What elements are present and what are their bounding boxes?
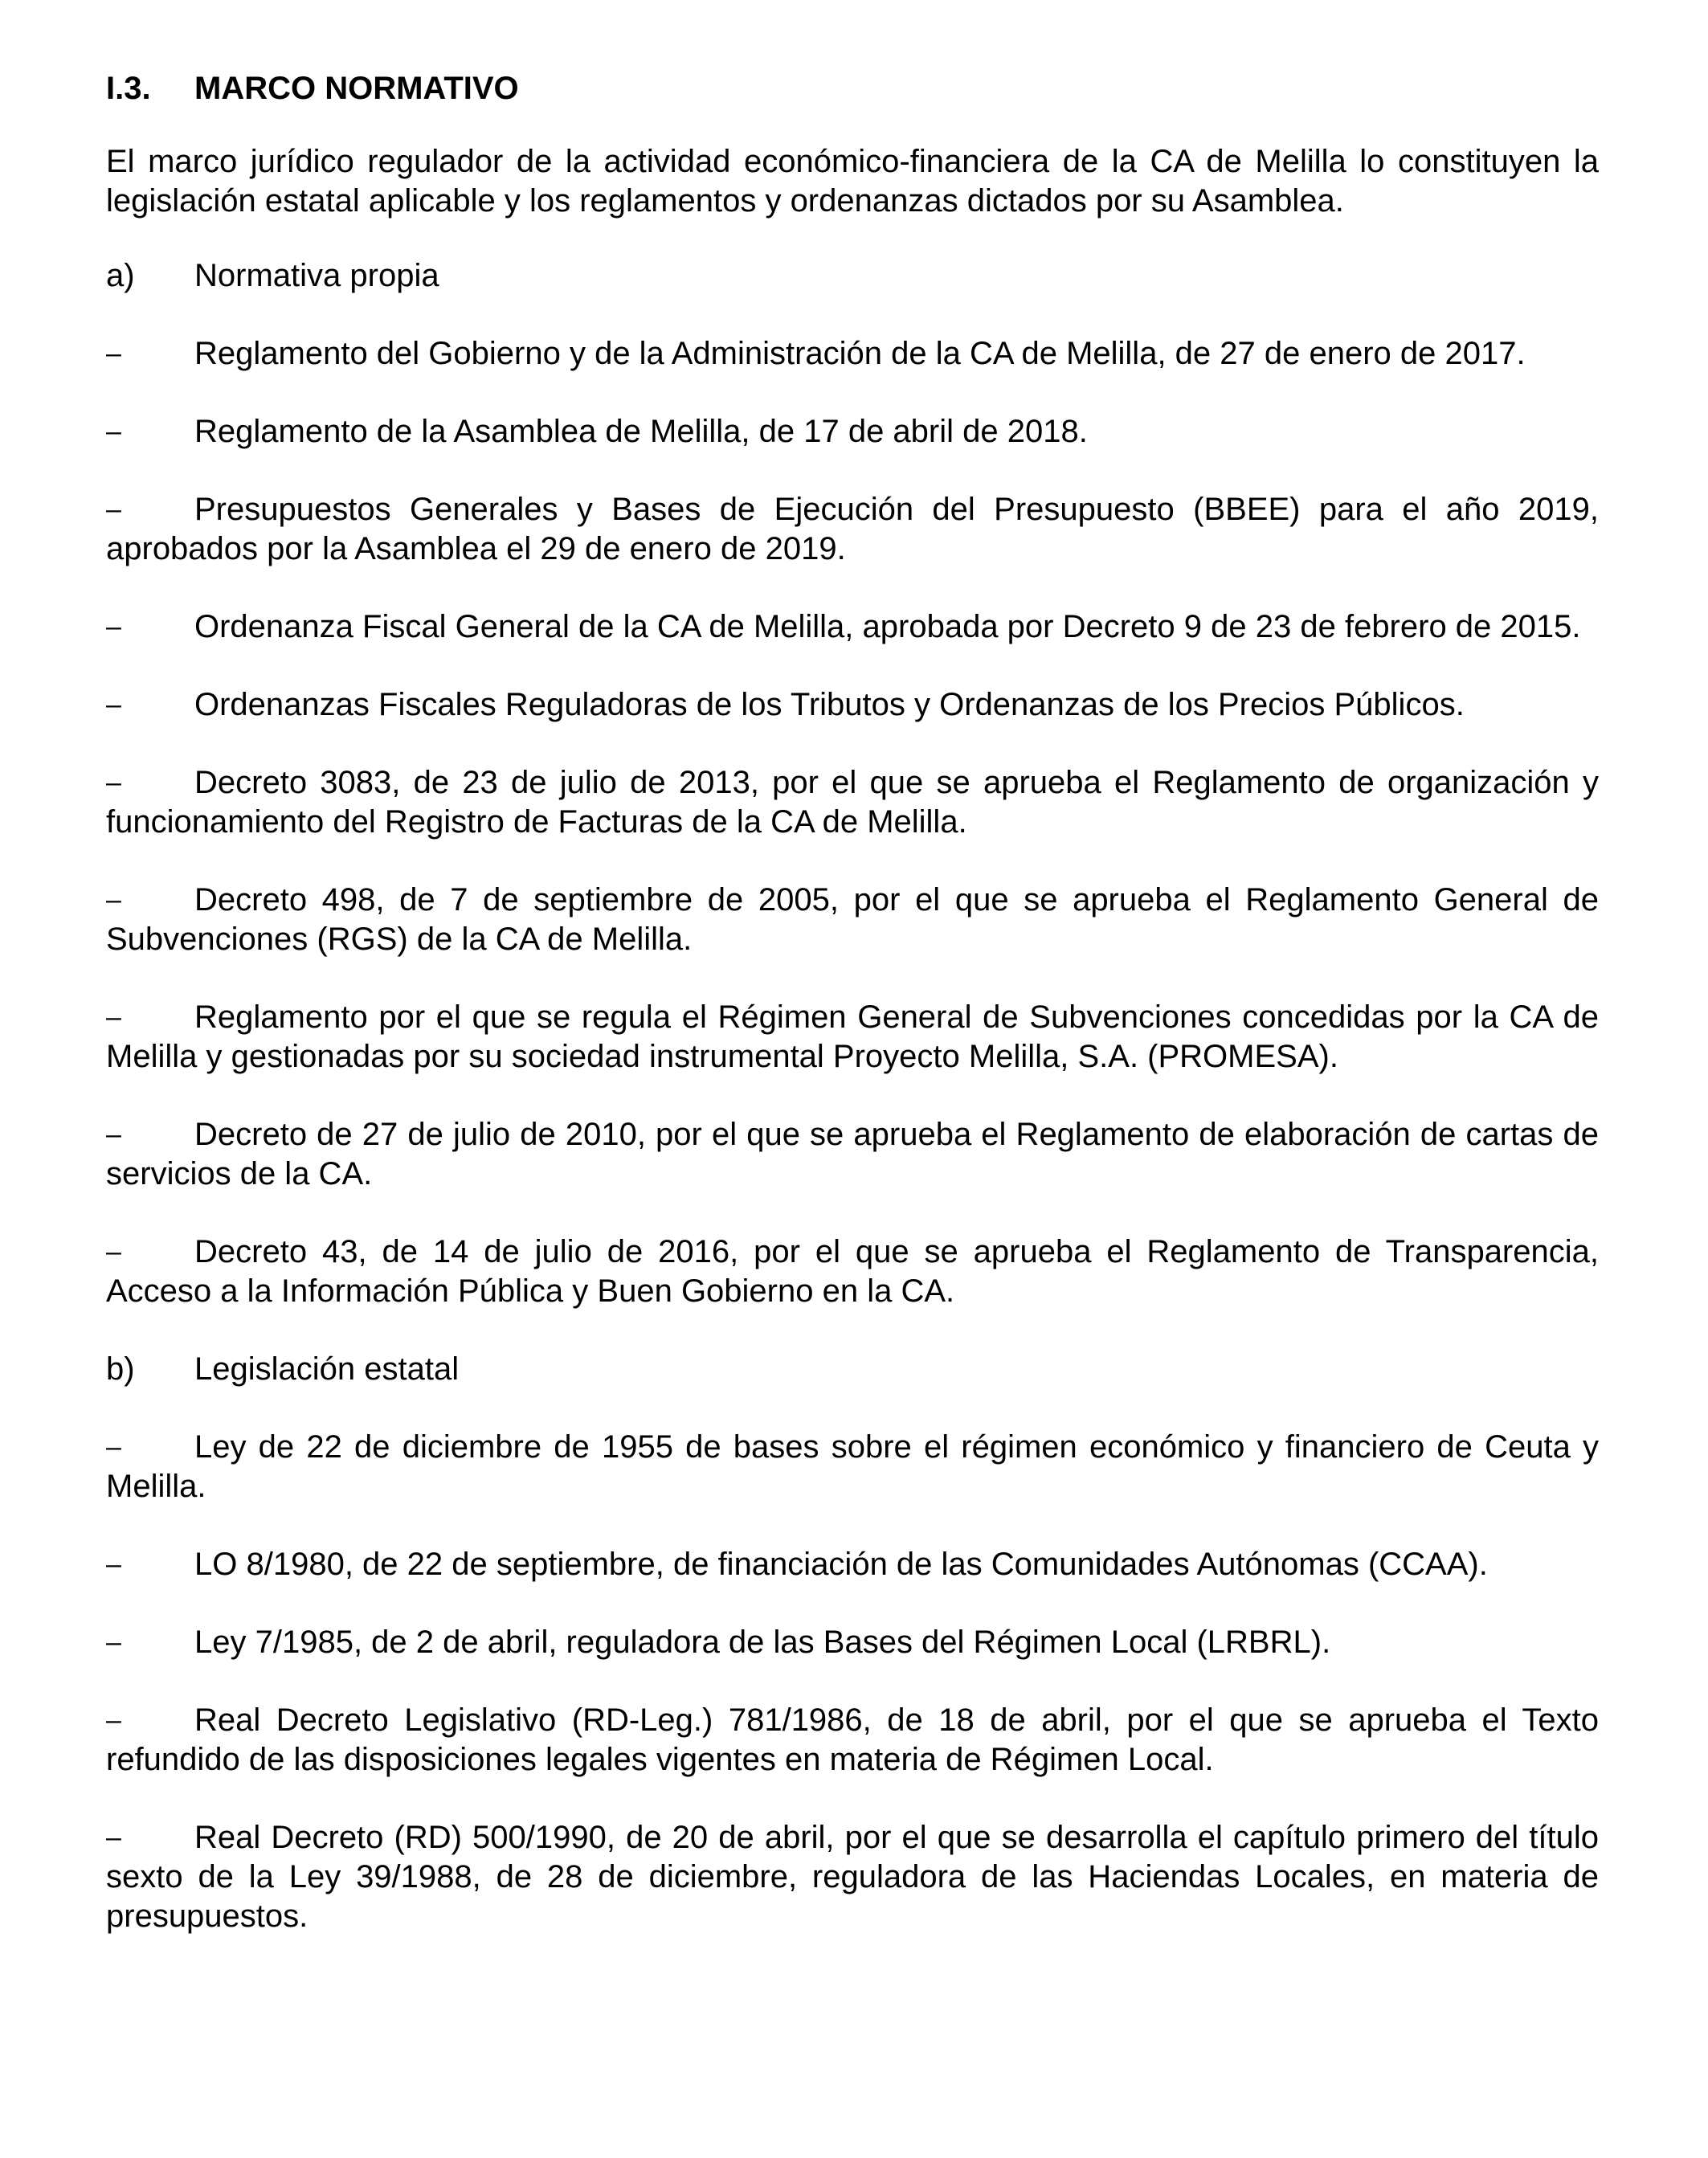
list-item <box>106 334 1599 374</box>
list-item <box>106 685 1599 725</box>
dash-bullet: – <box>106 885 121 915</box>
list-item-text: Reglamento por el que se regula el Régimen General de Subvenciones concedidas por la CA de Melilla y gestionadas por su sociedad instrumental Proyecto Melilla, S.A. (PROMESA). <box>106 999 1599 1074</box>
list-item-text: Ordenanza Fiscal General de la CA de Melilla, aprobada por Decreto 9 de 23 de febrero de 2015. <box>194 609 1581 644</box>
dash-bullet: – <box>106 1822 121 1853</box>
subsection-a-title: Normativa propia <box>194 258 439 293</box>
normativa-propia-list <box>106 334 1599 1311</box>
subsection-b-title: Legislación estatal <box>194 1351 460 1387</box>
dash-bullet: – <box>106 1236 121 1267</box>
dash-bullet: – <box>106 611 121 642</box>
subsection-b-label <box>106 1350 1599 1389</box>
dash-bullet: – <box>106 1705 121 1735</box>
list-item <box>106 1115 1599 1194</box>
list-item <box>106 1701 1599 1780</box>
list-item <box>106 763 1599 842</box>
list-item <box>106 1428 1599 1506</box>
list-item <box>106 412 1599 452</box>
legislacion-estatal-list <box>106 1428 1599 1936</box>
list-item-text: Decreto 3083, de 23 de julio de 2013, por el que se aprueba el Reglamento de organización y funcionamiento del Registro de Facturas de la CA de Melilla. <box>106 765 1599 840</box>
list-item-text: Decreto 498, de 7 de septiembre de 2005, por el que se aprueba el Reglamento General de Subvenciones (RGS) de la CA de Melilla. <box>106 882 1599 957</box>
dash-bullet: – <box>106 1002 121 1032</box>
list-item <box>106 1623 1599 1662</box>
dash-bullet: – <box>106 1627 121 1657</box>
dash-bullet: – <box>106 338 121 369</box>
list-item-text: Presupuestos Generales y Bases de Ejecución del Presupuesto (BBEE) para el año 2019, aprobados por la Asamblea el 29 de enero de 2019. <box>106 492 1599 566</box>
section-heading <box>106 69 1599 108</box>
subsection-b-letter: b) <box>106 1351 135 1387</box>
intro-paragraph: El marco jurídico regulador de la actividad económico-financiera de la CA de Melilla lo constituyen la legislación estatal aplicable y los reglamentos y ordenanzas dictados por su Asamblea. <box>106 144 1599 219</box>
section-number: I.3. <box>106 71 151 106</box>
list-item <box>106 998 1599 1077</box>
subsection-a-letter: a) <box>106 258 135 293</box>
list-item-text: Ordenanzas Fiscales Reguladoras de los Tributos y Ordenanzas de los Precios Públicos. <box>194 687 1465 722</box>
dash-bullet: – <box>106 1119 121 1150</box>
list-item-text: Ley 7/1985, de 2 de abril, reguladora de las Bases del Régimen Local (LRBRL). <box>194 1625 1331 1660</box>
section-title: MARCO NORMATIVO <box>194 71 519 106</box>
dash-bullet: – <box>106 494 121 525</box>
list-item <box>106 1545 1599 1584</box>
subsection-a-label <box>106 256 1599 296</box>
document-page <box>106 69 1599 1975</box>
dash-bullet: – <box>106 1432 121 1462</box>
list-item-text: Reglamento de la Asamblea de Melilla, de 17 de abril de 2018. <box>194 414 1088 449</box>
dash-bullet: – <box>106 689 121 720</box>
list-item <box>106 1232 1599 1311</box>
dash-bullet: – <box>106 1549 121 1580</box>
list-item-text: Real Decreto Legislativo (RD-Leg.) 781/1986, de 18 de abril, por el que se aprueba el Texto refundido de las disposiciones legales vigentes en materia de Régimen Local. <box>106 1702 1599 1777</box>
list-item-text: Ley de 22 de diciembre de 1955 de bases sobre el régimen económico y financiero de Ceuta y Melilla. <box>106 1429 1599 1504</box>
list-item-text: Reglamento del Gobierno y de la Administración de la CA de Melilla, de 27 de enero de 2017. <box>194 336 1526 371</box>
dash-bullet: – <box>106 416 121 447</box>
list-item <box>106 1818 1599 1936</box>
list-item-text: Decreto 43, de 14 de julio de 2016, por el que se aprueba el Reglamento de Transparencia, Acceso a la Información Pública y Buen Gobierno en la CA. <box>106 1234 1599 1309</box>
list-item <box>106 490 1599 569</box>
list-item <box>106 881 1599 959</box>
list-item-text: Decreto de 27 de julio de 2010, por el que se aprueba el Reglamento de elaboración de cartas de servicios de la CA. <box>106 1117 1599 1191</box>
dash-bullet: – <box>106 767 121 798</box>
list-item-text: LO 8/1980, de 22 de septiembre, de financiación de las Comunidades Autónomas (CCAA). <box>194 1547 1488 1582</box>
list-item-text: Real Decreto (RD) 500/1990, de 20 de abril, por el que se desarrolla el capítulo primero del título sexto de la Ley 39/1988, de 28 de diciembre, reguladora de las Haciendas Locales, en materia de presupuestos. <box>106 1820 1599 1934</box>
list-item <box>106 607 1599 647</box>
